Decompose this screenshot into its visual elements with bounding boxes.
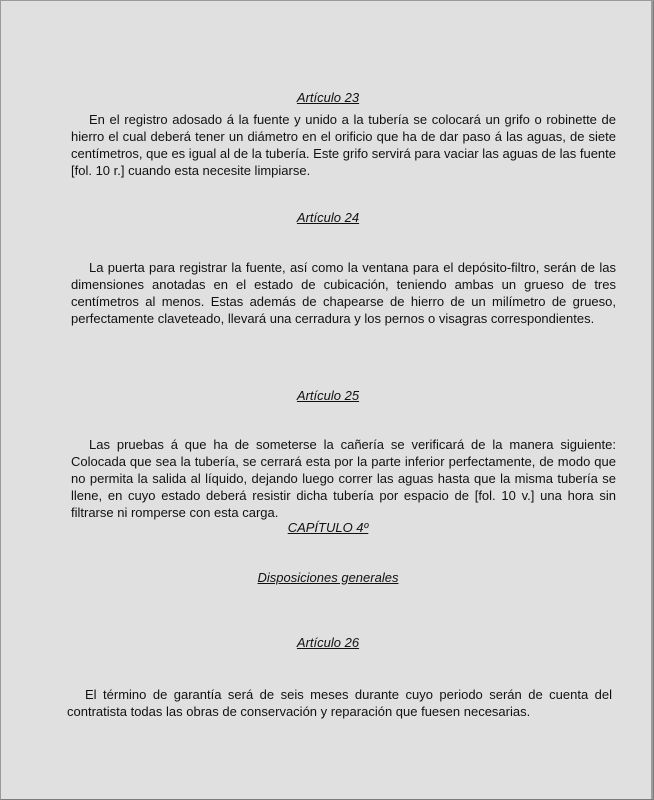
chapter-title: CAPÍTULO 4º [287,520,369,535]
article-23-heading: Artículo 23 [296,90,360,105]
paragraph-line: no permita la salida al líquido, dejando luego correr las aguas hasta que la misma tubería se [71,471,616,486]
paragraph-line: contratista todas las obras de conservación y reparación que fuesen necesarias. [67,704,531,719]
article-23-paragraph [71,111,616,179]
article-25-heading: Artículo 25 [296,388,360,403]
paragraph-line: Colocada que sea la tubería, se cerrará esta por la parte inferior perfectamente, de modo que [71,454,616,469]
article-24-heading: Artículo 24 [296,210,360,225]
paragraph-line: dimensiones anotadas en el estado de cubicación, teniendo ambas un grueso de tres [71,277,616,292]
paragraph-line: [fol. 10 r.] cuando esta necesite limpiarse. [71,163,311,178]
article-26-heading: Artículo 26 [296,635,360,650]
paragraph-line: El término de garantía será de seis meses durante cuyo periodo serán de cuenta del [85,687,612,702]
paragraph-line: filtrarse ni romperse con esta carga. [71,505,279,520]
paragraph-line: llene, en cuyo estado deberá resistir dicha tubería por espacio de [fol. 10 v.] una hora sin [71,488,616,503]
paragraph-line: perfectamente claveteado, llevará una cerradura y los pernos o visagras correspondientes. [71,311,595,326]
paragraph-line: En el registro adosado á la fuente y unido a la tubería se colocará un grifo o robinette de [89,112,616,127]
article-26-paragraph [67,686,612,720]
paragraph-line: La puerta para registrar la fuente, así como la ventana para el depósito-filtro, serán de las [89,260,616,275]
article-24-paragraph [71,259,616,327]
paragraph-line: centímetros al menos. Estas además de chapearse de hierro de un milímetro de grueso, [71,294,616,309]
paragraph-line: hierro el cual deberá tener un diámetro en el orificio que ha de dar paso á las aguas, de siete [71,129,616,144]
paragraph-line: Las pruebas á que ha de someterse la cañería se verificará de la manera siguiente: [89,437,616,452]
article-25-paragraph [71,436,616,521]
paragraph-line: centímetros, que es igual al de la tubería. Este grifo servirá para vaciar las aguas de las fuente [71,146,616,161]
chapter-subtitle: Disposiciones generales [257,570,399,585]
